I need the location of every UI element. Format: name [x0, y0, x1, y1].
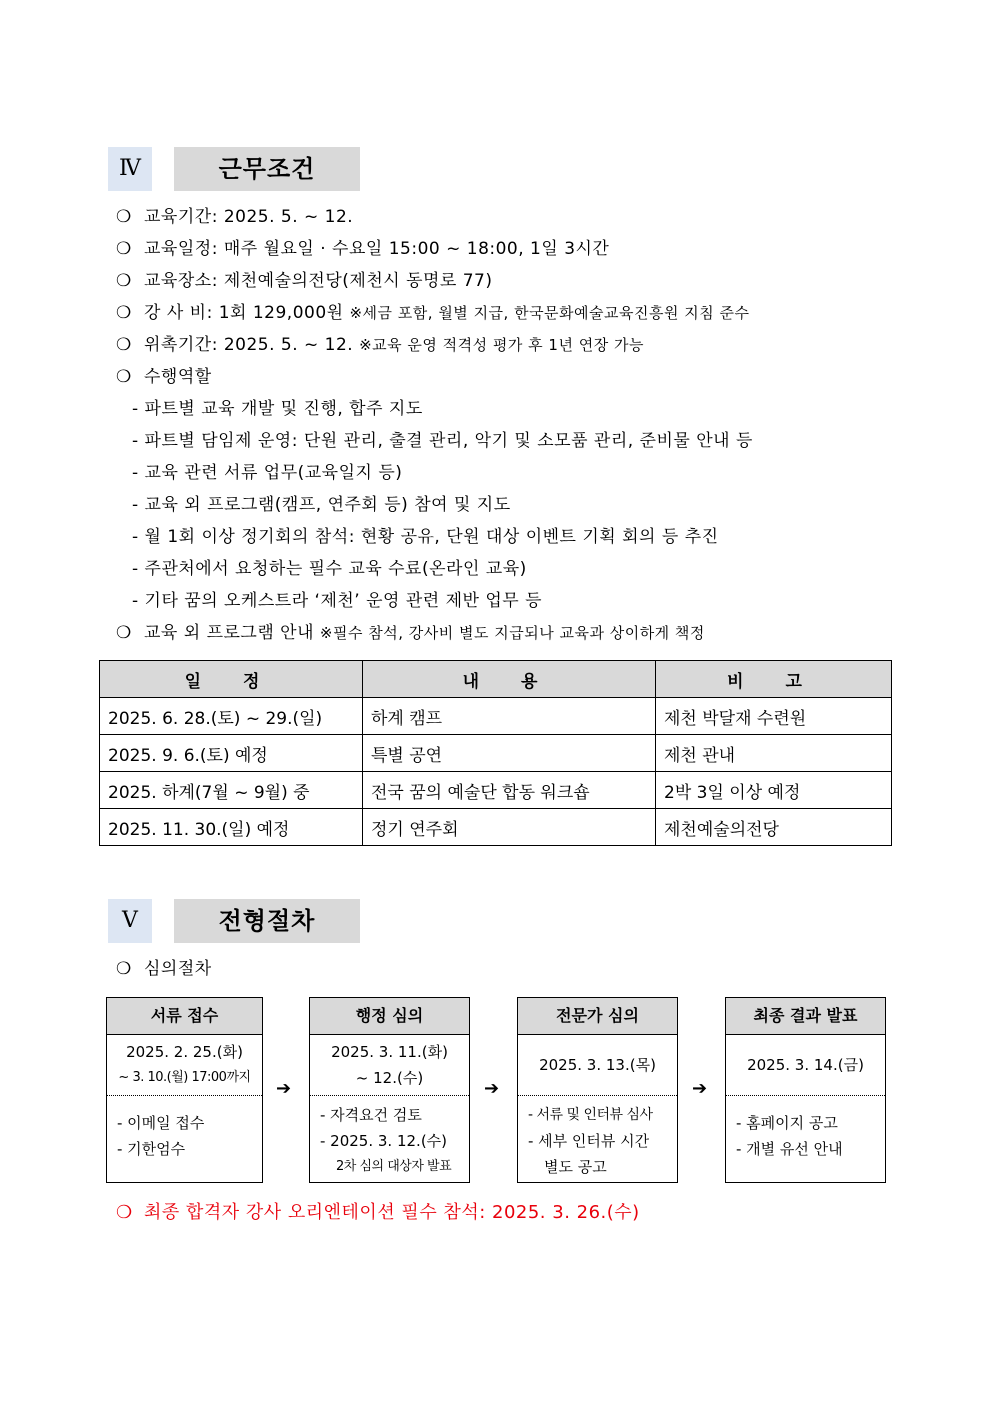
table-row: 2025. 9. 6.(토) 예정 특별 공연 제천 관내: [100, 735, 892, 772]
step-administrative-review: [309, 997, 470, 1183]
header-content: 내 용: [363, 661, 656, 698]
circle-bullet-icon: ❍: [116, 303, 132, 323]
circle-bullet-icon: ❍: [116, 623, 132, 643]
step-title: 서류 접수: [107, 998, 262, 1035]
section-title: 근무조건: [174, 147, 360, 191]
circle-bullet-icon: ❍: [116, 367, 132, 387]
step-title: 최종 결과 발표: [726, 998, 885, 1035]
step-notes: - 서류 및 인터뷰 심사 - 세부 인터뷰 시간 별도 공고: [528, 1107, 653, 1176]
role-item: - 주관처에서 요청하는 필수 교육 수료(온라인 교육): [132, 559, 527, 579]
circle-bullet-icon: ❍: [116, 207, 132, 227]
step-date: 2025. 2. 25.(화) ~ 3. 10.(월) 17:00까지: [107, 1035, 262, 1096]
step-notes: - 자격요건 검토 - 2025. 3. 12.(수) 2차 심의 대상자 발표: [320, 1106, 452, 1174]
header-remark: 비 고: [656, 661, 892, 698]
circle-bullet-icon: ❍: [116, 271, 132, 291]
step-date: 2025. 3. 13.(목): [518, 1035, 677, 1096]
table-row: 2025. 하계(7월 ~ 9월) 중 전국 꿈의 예술단 합동 워크숍 2박 3일 이상 예정: [100, 772, 892, 809]
item-review-process: ❍ 심의절차: [116, 959, 212, 979]
circle-bullet-icon: ❍: [116, 1202, 133, 1223]
step-title: 전문가 심의: [518, 998, 677, 1035]
step-date: 2025. 3. 11.(화) ~ 12.(수): [310, 1035, 469, 1096]
arrow-right-icon: ➔: [484, 1078, 500, 1099]
step-title: 행정 심의: [310, 998, 469, 1035]
fee-note: ※세금 포함, 월별 지급, 한국문화예술교육진흥원 지침 준수: [349, 304, 750, 322]
arrow-right-icon: ➔: [276, 1078, 292, 1099]
header-date: 일 정: [100, 661, 363, 698]
role-item: - 월 1회 이상 정기회의 참석: 현황 공유, 단원 대상 이벤트 기획 회의 등 추진: [132, 527, 719, 547]
circle-bullet-icon: ❍: [116, 959, 132, 979]
item-schedule: ❍ 교육일정: 매주 월요일 · 수요일 15:00 ~ 18:00, 1일 3시간: [116, 239, 610, 259]
step-notes: - 이메일 접수 - 기한엄수: [117, 1114, 205, 1158]
item-period: ❍ 교육기간: 2025. 5. ~ 12.: [116, 207, 354, 227]
role-item: - 파트별 담임제 운영: 단원 관리, 출결 관리, 악기 및 소모품 관리, 준비물 안내 등: [132, 431, 753, 451]
role-item: - 기타 꿈의 오케스트라 ‘제천’ 운영 관련 제반 업무 등: [132, 591, 543, 611]
role-item: - 파트별 교육 개발 및 진행, 합주 지도: [132, 399, 423, 419]
circle-bullet-icon: ❍: [116, 239, 132, 259]
role-item: - 교육 관련 서류 업무(교육일지 등): [132, 463, 403, 483]
step-document-submission: [106, 997, 263, 1183]
circle-bullet-icon: ❍: [116, 335, 132, 355]
arrow-right-icon: ➔: [692, 1078, 708, 1099]
table-row: 2025. 11. 30.(일) 예정 정기 연주회 제천예술의전당: [100, 809, 892, 846]
program-note: ※필수 참석, 강사비 별도 지급되나 교육과 상이하게 책정: [319, 624, 705, 642]
step-notes: - 홈페이지 공고 - 개별 유선 안내: [736, 1114, 843, 1158]
item-fee: ❍ 강 사 비: 1회 129,000원 ※세금 포함, 월별 지급, 한국문화예술교육진흥원 지침 준수: [116, 303, 750, 323]
step-date: 2025. 3. 14.(금): [726, 1035, 885, 1096]
item-location: ❍ 교육장소: 제천예술의전당(제천시 동명로 77): [116, 271, 493, 291]
item-roles: ❍ 수행역할: [116, 367, 212, 387]
item-term: ❍ 위촉기간: 2025. 5. ~ 12. ※교육 운영 적격성 평가 후 1년 연장 가능: [116, 335, 644, 355]
table-row: 2025. 6. 28.(토) ~ 29.(일) 하계 캠프 제천 박달재 수련원: [100, 698, 892, 735]
role-item: - 교육 외 프로그램(캠프, 연주회 등) 참여 및 지도: [132, 495, 511, 515]
step-final-announcement: [725, 997, 886, 1183]
item-program: ❍ 교육 외 프로그램 안내 ※필수 참석, 강사비 별도 지급되나 교육과 상이하게 책정: [116, 623, 705, 643]
section-title: 전형절차: [174, 899, 360, 943]
final-notice: ❍ 최종 합격자 강사 오리엔테이션 필수 참석: 2025. 3. 26.(수): [116, 1202, 640, 1223]
section-number: Ⅴ: [108, 899, 152, 943]
table-header-row: [100, 661, 892, 698]
section-number: Ⅳ: [108, 147, 152, 191]
step-expert-review: [517, 997, 678, 1183]
term-note: ※교육 운영 적격성 평가 후 1년 연장 가능: [359, 336, 644, 354]
program-schedule-table: [99, 660, 892, 846]
